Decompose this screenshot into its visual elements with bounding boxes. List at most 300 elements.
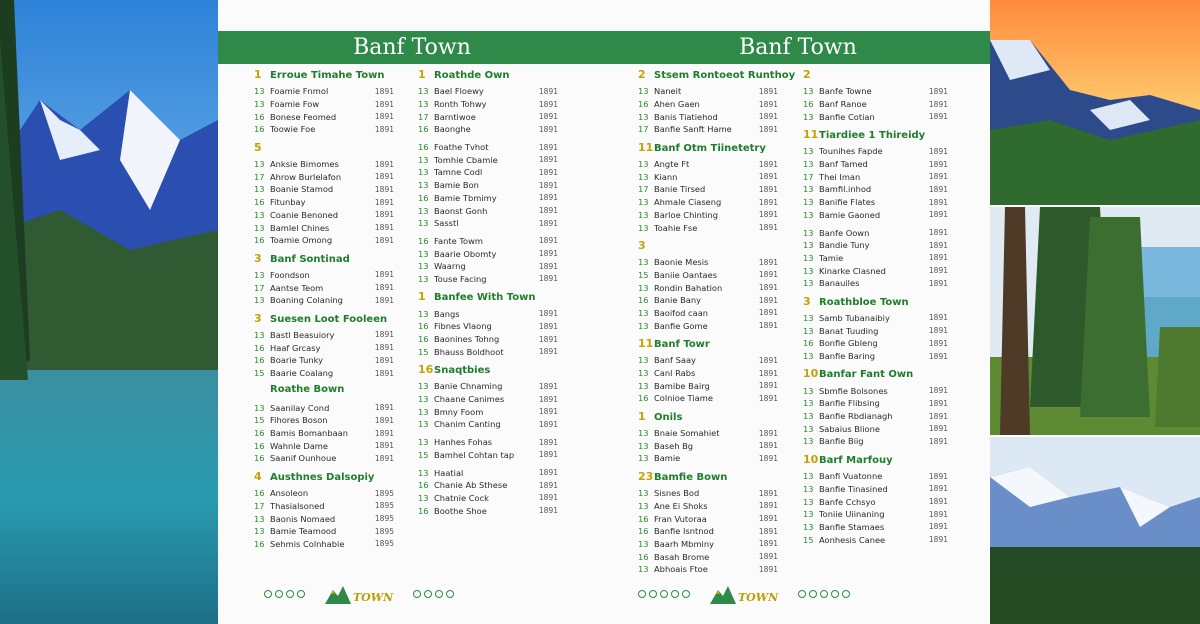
menu-item [638, 170, 778, 183]
item-number: 13 [254, 86, 265, 97]
item-name: Bangs [434, 308, 460, 319]
menu-item [418, 204, 558, 217]
item-price: 1891 [538, 124, 558, 134]
menu-item [254, 281, 394, 294]
item-price: 1891 [928, 326, 948, 336]
item-price: 1891 [758, 393, 778, 403]
item-number: 13 [418, 99, 429, 110]
item-number: 13 [418, 273, 429, 284]
item-name: Banfie Rbdianagh [819, 411, 893, 422]
item-number: 13 [254, 513, 265, 524]
item-name: Toowie Foe [270, 124, 316, 135]
item-number: 13 [803, 209, 814, 220]
item-name: Ronth Tohwy [434, 99, 487, 110]
item-name: Sehmis Colnhabie [270, 538, 345, 549]
item-name: Banfie Isntnod [654, 526, 714, 537]
item-name: Banf Ranoe [819, 99, 867, 110]
item-number: 13 [638, 209, 649, 220]
menu-section [803, 128, 948, 221]
section-header [638, 68, 796, 85]
item-name: Bnaie Somahiet [654, 428, 720, 439]
item-name: Toniie Uiinaning [819, 509, 885, 520]
item-name: Sasstl [434, 218, 459, 229]
item-name: Banfie Baring [819, 351, 876, 362]
item-price: 1891 [928, 386, 948, 396]
menu-item [254, 367, 394, 380]
section-header [254, 141, 394, 158]
section-number: 3 [254, 311, 262, 325]
menu-section [418, 363, 558, 431]
menu-section [418, 436, 558, 461]
item-number: 13 [638, 453, 649, 464]
menu-item [638, 307, 778, 320]
menu-section [254, 312, 394, 380]
menu-item [638, 487, 778, 500]
menu-item [418, 273, 558, 286]
item-number: 15 [254, 368, 265, 379]
item-number: 13 [418, 437, 429, 448]
item-name: Bmny Foom [434, 406, 484, 417]
item-number: 17 [638, 124, 649, 135]
item-price: 1891 [538, 437, 558, 447]
item-price: 1891 [374, 210, 394, 220]
item-number: 13 [418, 381, 429, 392]
item-name: Banie Chnaming [434, 381, 503, 392]
item-name: Chaane Canimes [434, 394, 505, 405]
item-price: 1891 [758, 295, 778, 305]
item-price: 1891 [374, 343, 394, 353]
item-price: 1891 [538, 193, 558, 203]
item-number: 17 [418, 111, 429, 122]
item-number: 16 [418, 124, 429, 135]
item-price: 1891 [928, 497, 948, 507]
item-name: Banfe Cchsyo [819, 496, 876, 507]
item-name: Ahmale Ciaseng [654, 197, 722, 208]
menu-item [254, 85, 394, 98]
menu-item [638, 110, 778, 123]
leaf-icon [286, 590, 294, 598]
section-title: Suesen Loot Fooleen [270, 313, 388, 325]
item-price: 1891 [538, 236, 558, 246]
item-number: 13 [254, 159, 265, 170]
item-price: 1891 [928, 146, 948, 156]
item-name: Aonhesis Canee [819, 534, 886, 545]
menu-item [638, 85, 778, 98]
item-name: Chanie Ab Sthese [434, 480, 508, 491]
item-number: 16 [418, 192, 429, 203]
item-name: Banfi Vuatonne [819, 471, 883, 482]
item-number: 13 [638, 428, 649, 439]
item-number: 13 [418, 180, 429, 191]
item-price: 1891 [374, 428, 394, 438]
section-header [638, 239, 778, 256]
menu-item [803, 264, 948, 277]
item-price: 1891 [538, 450, 558, 460]
item-name: Basah Brome [654, 551, 710, 562]
item-name: Baonst Gonh [434, 205, 488, 216]
item-price: 1891 [758, 283, 778, 293]
item-number: 13 [254, 329, 265, 340]
menu-item [638, 281, 778, 294]
section-number: 23 [638, 469, 654, 483]
item-name: Baniie Oantaes [654, 269, 718, 280]
section-header [418, 68, 558, 85]
section-number: 1 [638, 409, 646, 423]
section-title: Banf Otm Tiinetetry [654, 142, 766, 154]
item-price: 1891 [928, 522, 948, 532]
menu-item [638, 550, 778, 563]
item-number: 13 [803, 385, 814, 396]
item-number: 13 [803, 411, 814, 422]
item-name: Banie Bany [654, 295, 702, 306]
section-number: 5 [254, 140, 262, 154]
item-price: 1891 [374, 86, 394, 96]
item-price: 1891 [758, 381, 778, 391]
item-price: 1891 [538, 112, 558, 122]
item-name: Banfie Gome [654, 320, 708, 331]
menu-item [418, 307, 558, 320]
item-price: 1891 [374, 184, 394, 194]
menu-item [418, 98, 558, 111]
item-number: 13 [418, 467, 429, 478]
item-number: 16 [254, 488, 265, 499]
item-price: 1891 [374, 283, 394, 293]
menu-section [254, 141, 394, 247]
item-name: Baonghe [434, 124, 471, 135]
section-number: 1 [254, 68, 262, 81]
item-name: Wahnle Dame [270, 440, 328, 451]
leaf-icon [831, 590, 839, 598]
item-name: Banf Tamed [819, 159, 868, 170]
menu-column-4 [803, 68, 948, 551]
menu-item [803, 110, 948, 123]
item-number: 13 [638, 282, 649, 293]
item-name: Sabaius Blione [819, 423, 880, 434]
item-name: Bastl Beasuiory [270, 329, 335, 340]
menu-item [254, 439, 394, 452]
section-header [803, 453, 948, 470]
menu-item [418, 504, 558, 517]
item-price: 1891 [374, 99, 394, 109]
menu-item [803, 384, 948, 397]
menu-item [418, 85, 558, 98]
item-price: 1891 [538, 407, 558, 417]
item-name: Bhauss Boldhoot [434, 346, 504, 357]
item-number: 16 [638, 295, 649, 306]
item-number: 13 [803, 146, 814, 157]
menu-item [638, 319, 778, 332]
menu-item [803, 209, 948, 222]
item-name: Chanim Canting [434, 419, 501, 430]
section-number: 11 [638, 337, 654, 350]
section-header [254, 470, 394, 487]
section-title: Snaqtbies [434, 365, 491, 377]
item-number: 13 [418, 492, 429, 503]
item-name: Sisnes Bod [654, 488, 700, 499]
item-name: Bamibe Bairg [654, 380, 710, 391]
item-number: 13 [418, 394, 429, 405]
item-name: Banis Tiatiehod [654, 111, 718, 122]
item-name: Barloe Chinting [654, 209, 719, 220]
menu-item [803, 435, 948, 448]
item-price: 1891 [758, 488, 778, 498]
item-price: 1891 [928, 99, 948, 109]
leaf-icon [660, 590, 668, 598]
menu-item [254, 427, 394, 440]
item-price: 1895 [374, 514, 394, 524]
item-number: 13 [254, 526, 265, 537]
item-price: 1891 [758, 124, 778, 134]
item-name: Foamie Fow [270, 99, 320, 110]
item-price: 1891 [374, 124, 394, 134]
section-number: 1 [418, 68, 426, 81]
menu-item [418, 166, 558, 179]
section-title: Onils [654, 411, 683, 423]
item-number: 16 [803, 338, 814, 349]
section-number: 10 [803, 452, 819, 466]
item-number: 15 [803, 534, 814, 545]
item-price: 1891 [538, 468, 558, 478]
menu-section [418, 290, 558, 358]
item-name: Touse Facing [434, 273, 487, 284]
item-name: Baoifod caan [654, 307, 709, 318]
right-photo-forest [990, 207, 1200, 435]
item-number: 13 [418, 205, 429, 216]
menu-item [638, 379, 778, 392]
menu-item [803, 324, 948, 337]
item-name: Rondin Bahation [654, 282, 723, 293]
menu-item [418, 247, 558, 260]
menu-item [803, 170, 948, 183]
item-price: 1891 [758, 99, 778, 109]
menu-item [418, 320, 558, 333]
item-name: Banfie Flibsing [819, 398, 880, 409]
menu-item [803, 226, 948, 239]
menu-section [638, 337, 778, 405]
item-price: 1891 [538, 249, 558, 259]
item-number: 13 [254, 269, 265, 280]
item-number: 13 [418, 406, 429, 417]
item-price: 1891 [538, 493, 558, 503]
leaf-icon [820, 590, 828, 598]
menu-item [638, 123, 778, 136]
item-name: Bamis Bomanbaan [270, 428, 349, 439]
menu-item [418, 123, 558, 136]
item-name: Bandie Tuny [819, 240, 870, 251]
section-number: 11 [638, 140, 654, 154]
menu-section [803, 68, 948, 123]
banner-left-title: Banf Town [218, 31, 606, 64]
item-number: 15 [254, 415, 265, 426]
item-number: 13 [418, 248, 429, 259]
item-name: Foathe Tvhot [434, 142, 489, 153]
item-price: 1891 [928, 266, 948, 276]
item-name: Tamne Codl [434, 167, 483, 178]
item-number: 16 [638, 99, 649, 110]
menu-item [638, 294, 778, 307]
logo-right [710, 584, 778, 604]
item-number: 17 [254, 282, 265, 293]
item-number: 13 [638, 86, 649, 97]
menu-item [803, 252, 948, 265]
item-price: 1895 [374, 526, 394, 536]
item-number: 13 [803, 351, 814, 362]
section-number: 11 [803, 128, 819, 142]
menu-column-2 [418, 68, 558, 522]
menu-item [803, 350, 948, 363]
menu-section [418, 235, 558, 286]
menu-item [418, 141, 558, 154]
menu-item [254, 196, 394, 209]
menu-item [638, 512, 778, 525]
item-number: 13 [803, 436, 814, 447]
item-number: 16 [254, 538, 265, 549]
menu-item [418, 192, 558, 205]
menu-board [218, 0, 990, 624]
item-number: 16 [254, 355, 265, 366]
item-number: 13 [254, 295, 265, 306]
item-name: Bamie Tbmimy [434, 192, 497, 203]
menu-item [638, 439, 778, 452]
section-number: 4 [254, 469, 262, 483]
item-number: 13 [638, 320, 649, 331]
item-name: Foondson [270, 269, 310, 280]
leaf-icon [264, 590, 272, 598]
section-header [254, 384, 394, 401]
item-price: 1891 [374, 235, 394, 245]
item-name: Hanhes Fohas [434, 437, 493, 448]
item-price: 1891 [538, 506, 558, 516]
menu-column-1 [254, 68, 394, 555]
item-price: 1891 [928, 313, 948, 323]
item-number: 16 [638, 526, 649, 537]
item-price: 1891 [758, 368, 778, 378]
item-number: 16 [418, 321, 429, 332]
section-header [638, 410, 778, 427]
item-price: 1891 [374, 197, 394, 207]
leaf-icon [446, 590, 454, 598]
item-name: Fitunbay [270, 197, 306, 208]
menu-section [254, 384, 394, 464]
menu-item [418, 110, 558, 123]
menu-item [254, 487, 394, 500]
menu-item [418, 479, 558, 492]
logo-text-right: TOWN [738, 591, 779, 604]
item-name: Bamlel Chines [270, 222, 330, 233]
item-name: Abhoais Ftoe [654, 564, 708, 575]
item-name: Fibnes Vlaong [434, 321, 492, 332]
item-price: 1891 [928, 411, 948, 421]
item-number: 16 [254, 453, 265, 464]
item-price: 1891 [758, 355, 778, 365]
item-price: 1891 [538, 309, 558, 319]
item-number: 13 [803, 159, 814, 170]
item-price: 1891 [758, 308, 778, 318]
item-name: Banfie Sanft Hame [654, 124, 732, 135]
leaf-icon [638, 590, 646, 598]
item-name: Boanie Stamod [270, 184, 334, 195]
menu-item [803, 521, 948, 534]
item-price: 1891 [758, 526, 778, 536]
item-price: 1891 [538, 274, 558, 284]
menu-section [254, 68, 394, 136]
section-number: 3 [638, 238, 646, 252]
item-name: Angte Ft [654, 159, 690, 170]
menu-item [418, 436, 558, 449]
item-name: Canl Rabs [654, 368, 696, 379]
menu-item [418, 380, 558, 393]
item-price: 1891 [928, 228, 948, 238]
item-price: 1891 [928, 338, 948, 348]
item-number: 13 [638, 171, 649, 182]
item-name: Bonfie Gbleng [819, 338, 878, 349]
item-price: 1891 [758, 270, 778, 280]
item-price: 1891 [538, 394, 558, 404]
section-header [638, 141, 778, 158]
item-number: 16 [638, 551, 649, 562]
section-title: Banf Sontinad [270, 253, 350, 265]
item-name: Colnioe Tiame [654, 393, 713, 404]
item-name: Waarng [434, 261, 466, 272]
item-number: 16 [638, 393, 649, 404]
item-name: Ahen Gaen [654, 99, 700, 110]
item-price: 1891 [374, 368, 394, 378]
item-number: 16 [638, 513, 649, 524]
item-price: 1891 [374, 295, 394, 305]
item-price: 1891 [374, 355, 394, 365]
leaf-icon [809, 590, 817, 598]
item-number: 16 [418, 235, 429, 246]
item-price: 1891 [928, 484, 948, 494]
section-title: Stsem Rontoeot Runthoy [654, 70, 796, 81]
item-price: 1891 [928, 197, 948, 207]
section-header [254, 312, 394, 329]
menu-item [803, 470, 948, 483]
item-price: 1891 [928, 112, 948, 122]
item-number: 15 [418, 346, 429, 357]
menu-item [418, 260, 558, 273]
menu-item [418, 333, 558, 346]
item-name: Banat Tuuding [819, 325, 879, 336]
item-number: 16 [254, 111, 265, 122]
item-number: 13 [803, 398, 814, 409]
menu-item [254, 209, 394, 222]
item-price: 1891 [374, 403, 394, 413]
item-number: 16 [254, 440, 265, 451]
footer-icons-left [264, 590, 305, 598]
item-number: 15 [638, 269, 649, 280]
menu-item [638, 269, 778, 282]
menu-item [254, 110, 394, 123]
item-price: 1891 [758, 210, 778, 220]
menu-item [254, 500, 394, 513]
item-price: 1891 [538, 155, 558, 165]
item-price: 1891 [374, 172, 394, 182]
item-number: 16 [254, 124, 265, 135]
item-name: Bamhel Cohtan tap [434, 449, 515, 460]
item-number: 13 [803, 227, 814, 238]
item-number: 13 [418, 308, 429, 319]
item-name: Ansoleon [270, 488, 309, 499]
item-number: 13 [803, 312, 814, 323]
menu-item [418, 179, 558, 192]
item-price: 1891 [374, 270, 394, 280]
item-name: Ane Ei Shoks [654, 500, 708, 511]
item-name: Baonines Tohng [434, 334, 500, 345]
leaf-icon [798, 590, 806, 598]
menu-section [638, 410, 778, 465]
item-price: 1891 [928, 159, 948, 169]
